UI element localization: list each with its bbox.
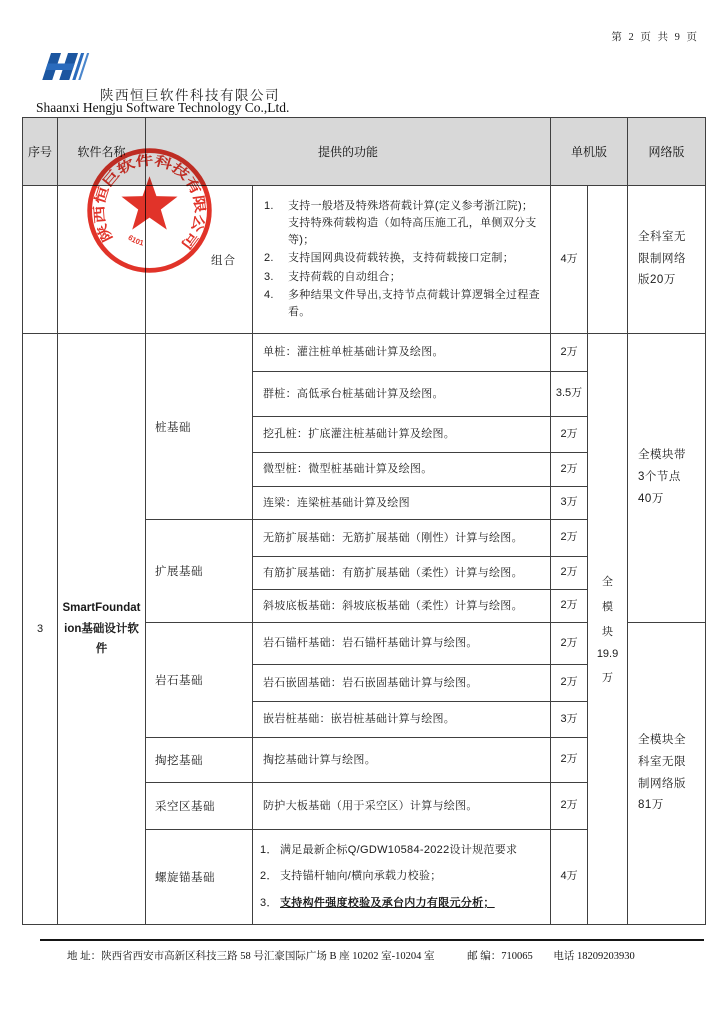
header-col-standalone: 单机版 xyxy=(551,118,628,186)
desc-cell: 微型桩：微型桩基础计算及绘图。 xyxy=(253,453,551,487)
bundle-price-text xyxy=(588,573,627,685)
desc-cell: 挖孔桩：扩底灌注桩基础计算及绘图。 xyxy=(253,417,551,453)
group-name-cell: 岩石基础 xyxy=(146,623,253,738)
no-cell-empty xyxy=(23,186,58,334)
standalone-price-cell: 2万 xyxy=(551,520,588,557)
feature-number: 1． xyxy=(260,844,278,857)
feature-item xyxy=(258,868,545,885)
standalone-price-cell: 3万 xyxy=(551,487,588,520)
company-name-cn: 陕西恒巨软件科技有限公司 xyxy=(100,88,280,103)
desc-cell: 岩石锚杆基础：岩石锚杆基础计算与绘图。 xyxy=(253,623,551,665)
standalone-price-cell: 2万 xyxy=(551,623,588,665)
group-name-cell: 桩基础 xyxy=(146,334,253,520)
feature-item xyxy=(258,895,545,912)
standalone-price-cell: 4万 xyxy=(551,186,588,334)
company-name-en: Shaanxi Hengju Software Technology Co.,Ltd. xyxy=(36,100,290,115)
group-name-cell: 扩展基础 xyxy=(146,520,253,623)
standalone-price-cell: 2万 xyxy=(551,557,588,590)
bundle-price-line: 模 xyxy=(602,601,614,613)
desc-cell: 岩石嵌固基础：岩石嵌固基础计算与绘图。 xyxy=(253,665,551,702)
desc-cell: 群桩：高低承台桩基础计算及绘图。 xyxy=(253,372,551,417)
header-col-software: 软件名称 xyxy=(58,118,146,186)
bundle-price-cell xyxy=(588,334,628,925)
feature-text: 支持一般塔及特殊塔荷载计算(定义参考浙江院)；支持特殊荷载构造（如特高压施工孔，单侧双分支等)； xyxy=(288,200,537,247)
standalone-price-cell: 2万 xyxy=(551,334,588,372)
standalone-price-cell: 3.5万 xyxy=(551,372,588,417)
feature-text: 支持荷载的自动组合； xyxy=(288,270,401,283)
section-no-cell: 3 xyxy=(23,334,58,925)
header-col-network: 网络版 xyxy=(628,118,706,186)
svg-text:6101 xyxy=(126,233,145,248)
feature-text: 支持国网典设荷载转换，支持荷载接口定制； xyxy=(288,252,514,265)
feature-number: 2. xyxy=(264,252,274,265)
feature-number: 4. xyxy=(264,288,274,301)
standalone-price-cell: 2万 xyxy=(551,665,588,702)
features-cell xyxy=(253,186,551,334)
company-logo-icon xyxy=(38,50,98,84)
feature-item xyxy=(260,287,543,321)
bundle-price-line: 19.9 xyxy=(596,648,619,660)
feature-text: 满足最新企标Q/GDW10584-2022设计规范要求 xyxy=(280,844,518,857)
desc-cell: 斜坡底板基础：斜坡底板基础（柔性）计算与绘图。 xyxy=(253,590,551,623)
bundle-cell-empty xyxy=(588,186,628,334)
network-price-cell: 全科室无限制网络版20万 xyxy=(628,186,706,334)
desc-cell: 无筋扩展基础：无筋扩展基础（刚性）计算与绘图。 xyxy=(253,520,551,557)
footer-divider xyxy=(40,939,704,941)
company-seal-stamp xyxy=(83,144,216,277)
feature-item xyxy=(260,269,543,286)
desc-cell: 掏挖基础计算与绘图。 xyxy=(253,738,551,783)
feature-number: 3. xyxy=(264,270,274,283)
group-name-cell: 掏挖基础 xyxy=(146,738,253,783)
seal-serial-text: 6101 xyxy=(126,232,145,248)
page-indicator: 第 2 页 共 9 页 xyxy=(611,32,699,43)
feature-number: 1. xyxy=(264,200,274,213)
standalone-price-cell: 2万 xyxy=(551,453,588,487)
footer-phone: 电话 18209203930 xyxy=(553,951,635,962)
standalone-price-cell: 2万 xyxy=(551,783,588,830)
standalone-price-cell: 2万 xyxy=(551,590,588,623)
footer-contact xyxy=(67,948,707,963)
feature-text: 支持构件强度校验及承台内力有限元分析； xyxy=(280,896,495,909)
bundle-price-line: 块 xyxy=(602,626,614,638)
header-col-features: 提供的功能 xyxy=(146,118,551,186)
feature-item xyxy=(260,250,543,267)
desc-cell: 有筋扩展基础：有筋扩展基础（柔性）计算与绘图。 xyxy=(253,557,551,590)
bundle-price-line: 全 xyxy=(602,576,614,588)
bundle-price-line: 万 xyxy=(602,672,614,684)
footer-address: 地 址：陕西省西安市高新区科技三路 58 号汇豪国际广场 B 座 10202 室-10204 室 xyxy=(67,951,435,962)
table-row xyxy=(23,334,706,372)
header-col-no: 序号 xyxy=(23,118,58,186)
footer-zip: 邮 编：710065 xyxy=(467,951,533,962)
feature-number: 3． xyxy=(260,896,278,909)
desc-cell: 嵌岩桩基础：嵌岩桩基础计算与绘图。 xyxy=(253,702,551,738)
standalone-price-cell: 2万 xyxy=(551,738,588,783)
desc-cell: 防护大板基础（用于采空区）计算与绘图。 xyxy=(253,783,551,830)
feature-text: 多种结果文件导出,支持节点荷载计算逻辑全过程查看。 xyxy=(288,288,540,318)
group-name-cell: 螺旋锚基础 xyxy=(146,830,253,925)
network-price-cell: 全模块带3个节点40万 xyxy=(628,334,706,623)
network-price-cell: 全模块全科室无限制网络版81万 xyxy=(628,623,706,925)
standalone-price-cell: 3万 xyxy=(551,702,588,738)
standalone-price-cell: 4万 xyxy=(551,830,588,925)
feature-item xyxy=(258,842,545,859)
software-name-cell: SmartFoundation基础设计软件 xyxy=(58,334,146,925)
desc-cell: 连梁：连梁桩基础计算及绘图 xyxy=(253,487,551,520)
feature-text: 支持锚杆轴向/横向承载力校验； xyxy=(280,870,442,883)
desc-cell: 单桩：灌注桩单桩基础计算及绘图。 xyxy=(253,334,551,372)
feature-item xyxy=(260,198,543,249)
seal-star-icon xyxy=(121,176,177,229)
group-name-cell: 采空区基础 xyxy=(146,783,253,830)
module-label-cell: 组合 xyxy=(146,186,253,334)
features-cell xyxy=(253,830,551,925)
feature-number: 2． xyxy=(260,870,278,883)
seal-ring-text: 陕西恒巨软件科技有限公司 xyxy=(91,152,208,249)
standalone-price-cell: 2万 xyxy=(551,417,588,453)
